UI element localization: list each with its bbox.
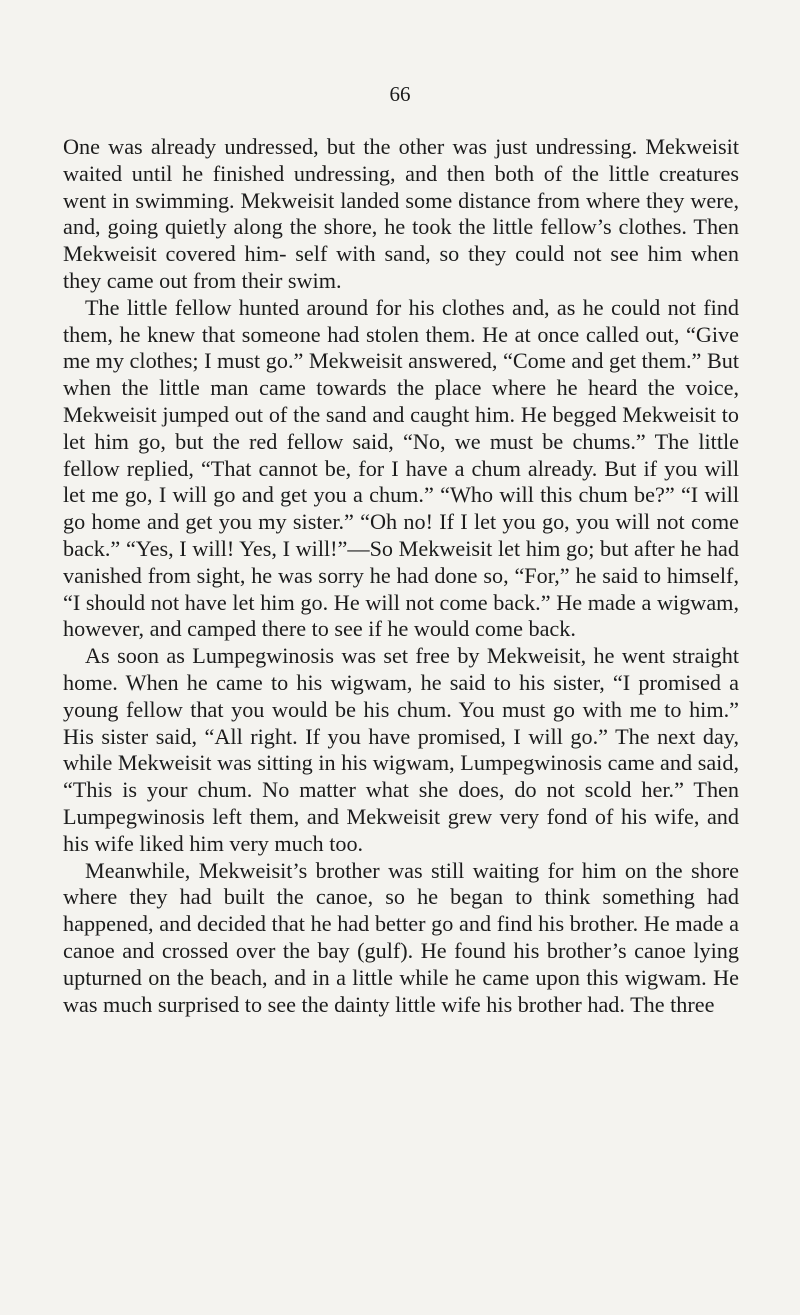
paragraph-2: The little fellow hunted around for his clothes and, as he could not find them, he knew that someone had stolen them. He at once called out, “Give me my clothes; I must go.” Mekweisit answered, “Come and get them.” But when the little man came towards the place where he heard the voice, Mekweisit jumped out of the sand and caught him. He begged Mekweisit to let him go, but the red fellow said, “No, we must be chums.” The little fellow replied, “That cannot be, for I have a chum already. But if you will let me go, I will go and get you a chum.” “Who will this chum be?” “I will go home and get you my sister.” “Oh no! If I let you go, you will not come back.” “Yes, I will! Yes, I will!”—So Mekweisit let him go; but after he had vanished from sight, he was sorry he had done so, “For,” he said to himself, “I should not have let him go. He will not come back.” He made a wigwam, however, and camped there to see if he would come back. — [63, 294, 739, 642]
body-text — [63, 134, 739, 1018]
paragraph-1: One was already undressed, but the other was just undressing. Mekweisit waited until he finished undressing, and then both of the little creatures went in swimming. Mekweisit landed some distance from where they were, and, going quietly along the shore, he took the little fellow’s clothes. Then Mekweisit covered him- self with sand, so they could not see him when they came out from their swim. — [63, 134, 739, 293]
paragraph-4: Meanwhile, Mekweisit’s brother was still waiting for him on the shore where they had built the canoe, so he began to think something had happened, and decided that he had better go and find his brother. He made a canoe and crossed over the bay (gulf). He found his brother’s canoe lying upturned on the beach, and in a little while he came upon this wigwam. He was much surprised to see the dainty little wife his brother had. The three — [63, 857, 739, 1017]
paragraph-3: As soon as Lumpegwinosis was set free by Mekweisit, he went straight home. When he came to his wigwam, he said to his sister, “I promised a young fellow that you would be his chum. You must go with me to him.” His sister said, “All right. If you have promised, I will go.” The next day, while Mekweisit was sitting in his wigwam, Lumpegwinosis came and said, “This is your chum. No matter what she does, do not scold her.” Then Lumpegwinosis left them, and Mekweisit grew very fond of his wife, and his wife liked him very much too. — [63, 643, 739, 856]
page-number: 66 — [389, 82, 411, 106]
